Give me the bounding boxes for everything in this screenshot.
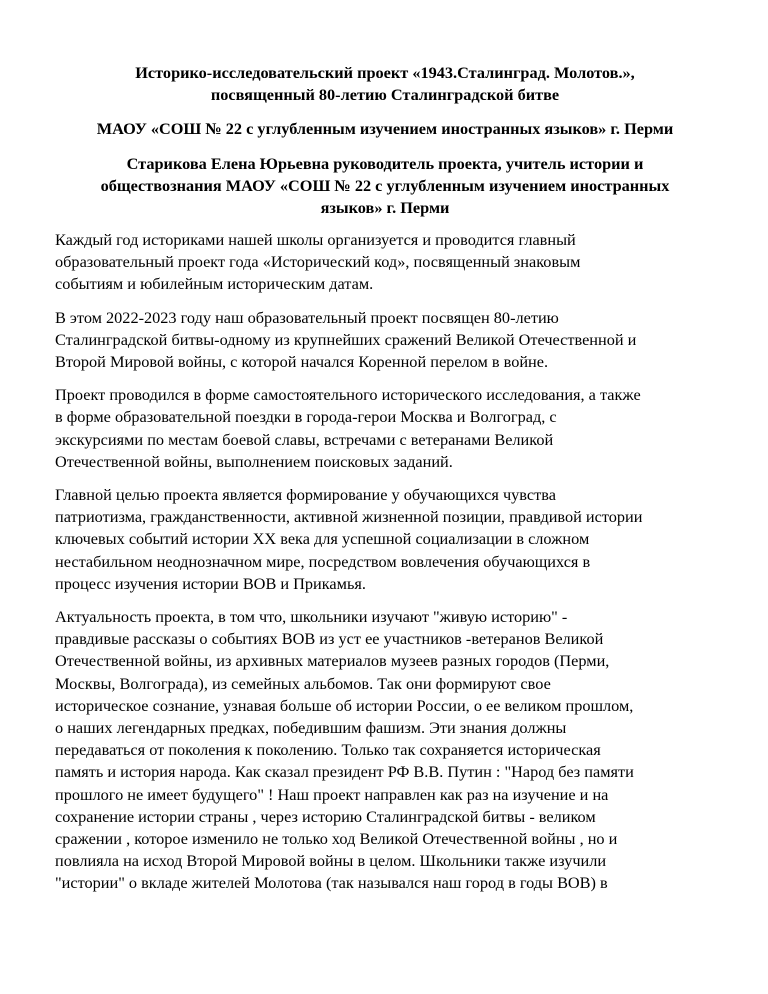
- text-line: правдивые рассказы о событиях ВОВ из уст ее участников -ветеранов Великой: [55, 629, 604, 649]
- document-page: [55, 62, 715, 906]
- text-line: Актуальность проекта, в том что, школьники изучают "живую историю" -: [55, 607, 568, 627]
- text-line: нестабильном неоднозначном мире, посредством вовлечения обучающихся в: [55, 551, 591, 571]
- school-name: [55, 118, 715, 140]
- author-info: [55, 153, 715, 219]
- text-line: Проект проводился в форме самостоятельного исторического исследования, а также: [55, 385, 641, 405]
- paragraph-relevance: [55, 606, 715, 895]
- text-line: Москвы, Волгограда), из семейных альбомов. Так они формируют свое: [55, 673, 551, 693]
- text-line: прошлого не имеет будущего" ! Наш проект направлен как раз на изучение и на: [55, 784, 609, 804]
- text-line: о наших легендарных предках, победившим фашизм. Эти знания должны: [55, 718, 567, 738]
- paragraph-intro: [55, 229, 715, 296]
- text-line: Сталинградской битвы-одному из крупнейших сражений Великой Отечественной и: [55, 329, 637, 349]
- text-line: повлияла на исход Второй Мировой войны в целом. Школьники также изучили: [55, 851, 607, 871]
- title-line: посвященный 80-летию Сталинградской битве: [210, 85, 560, 104]
- text-line: образовательный проект года «Исторический код», посвященный знаковым: [55, 252, 581, 272]
- author-line: языков» г. Перми: [320, 198, 450, 217]
- text-line: Второй Мировой войны, с которой начался Коренной перелом в войне.: [55, 352, 549, 372]
- paragraph-dedication: [55, 307, 715, 374]
- text-line: Отечественной войны, из архивных материалов музеев разных городов (Перми,: [55, 651, 610, 671]
- text-line: "истории" о вкладе жителей Молотова (так назывался наш город в годы ВОВ) в: [55, 873, 608, 893]
- text-line: передаваться от поколения к поколению. Только так сохраняется историческая: [55, 740, 601, 760]
- text-line: патриотизма, гражданственности, активной жизненной позиции, правдивой истории: [55, 507, 643, 527]
- school-line: МАОУ «СОШ № 22 с углубленным изучением иностранных языков» г. Перми: [96, 119, 674, 138]
- text-line: Отечественной войны, выполнением поисковых заданий.: [55, 451, 453, 471]
- text-line: событиям и юбилейным историческим датам.: [55, 274, 374, 294]
- text-line: ключевых событий истории XX века для успешной социализации в сложном: [55, 529, 590, 549]
- text-line: в форме образовательной поездки в города-герои Москва и Волгоград, с: [55, 407, 557, 427]
- text-line: процесс изучения истории ВОВ и Прикамья.: [55, 573, 366, 593]
- text-line: Главной целью проекта является формирование у обучающихся чувства: [55, 485, 556, 505]
- author-line: Старикова Елена Юрьевна руководитель проекта, учитель истории и: [126, 154, 644, 173]
- text-line: сохранение истории страны , через историю Сталинградской битвы - великом: [55, 806, 596, 826]
- title-line: Историко-исследовательский проект «1943.Сталинград. Молотов.»,: [135, 63, 635, 82]
- paragraph-format: [55, 384, 715, 473]
- paragraph-goal: [55, 484, 715, 595]
- document-title: [55, 62, 715, 106]
- text-line: историческое сознание, узнавая больше об истории России, о ее великом прошлом,: [55, 695, 634, 715]
- text-line: Каждый год историками нашей школы организуется и проводится главный: [55, 230, 576, 249]
- text-line: сражении , которое изменило не только ход Великой Отечественной войны , но и: [55, 829, 618, 849]
- text-line: память и история народа. Как сказал президент РФ В.В. Путин : "Народ без памяти: [55, 762, 634, 782]
- author-line: обществознания МАОУ «СОШ № 22 с углубленным изучением иностранных: [100, 176, 670, 195]
- text-line: экскурсиями по местам боевой славы, встречами с ветеранами Великой: [55, 429, 554, 449]
- text-line: В этом 2022-2023 году наш образовательный проект посвящен 80-летию: [55, 307, 559, 327]
